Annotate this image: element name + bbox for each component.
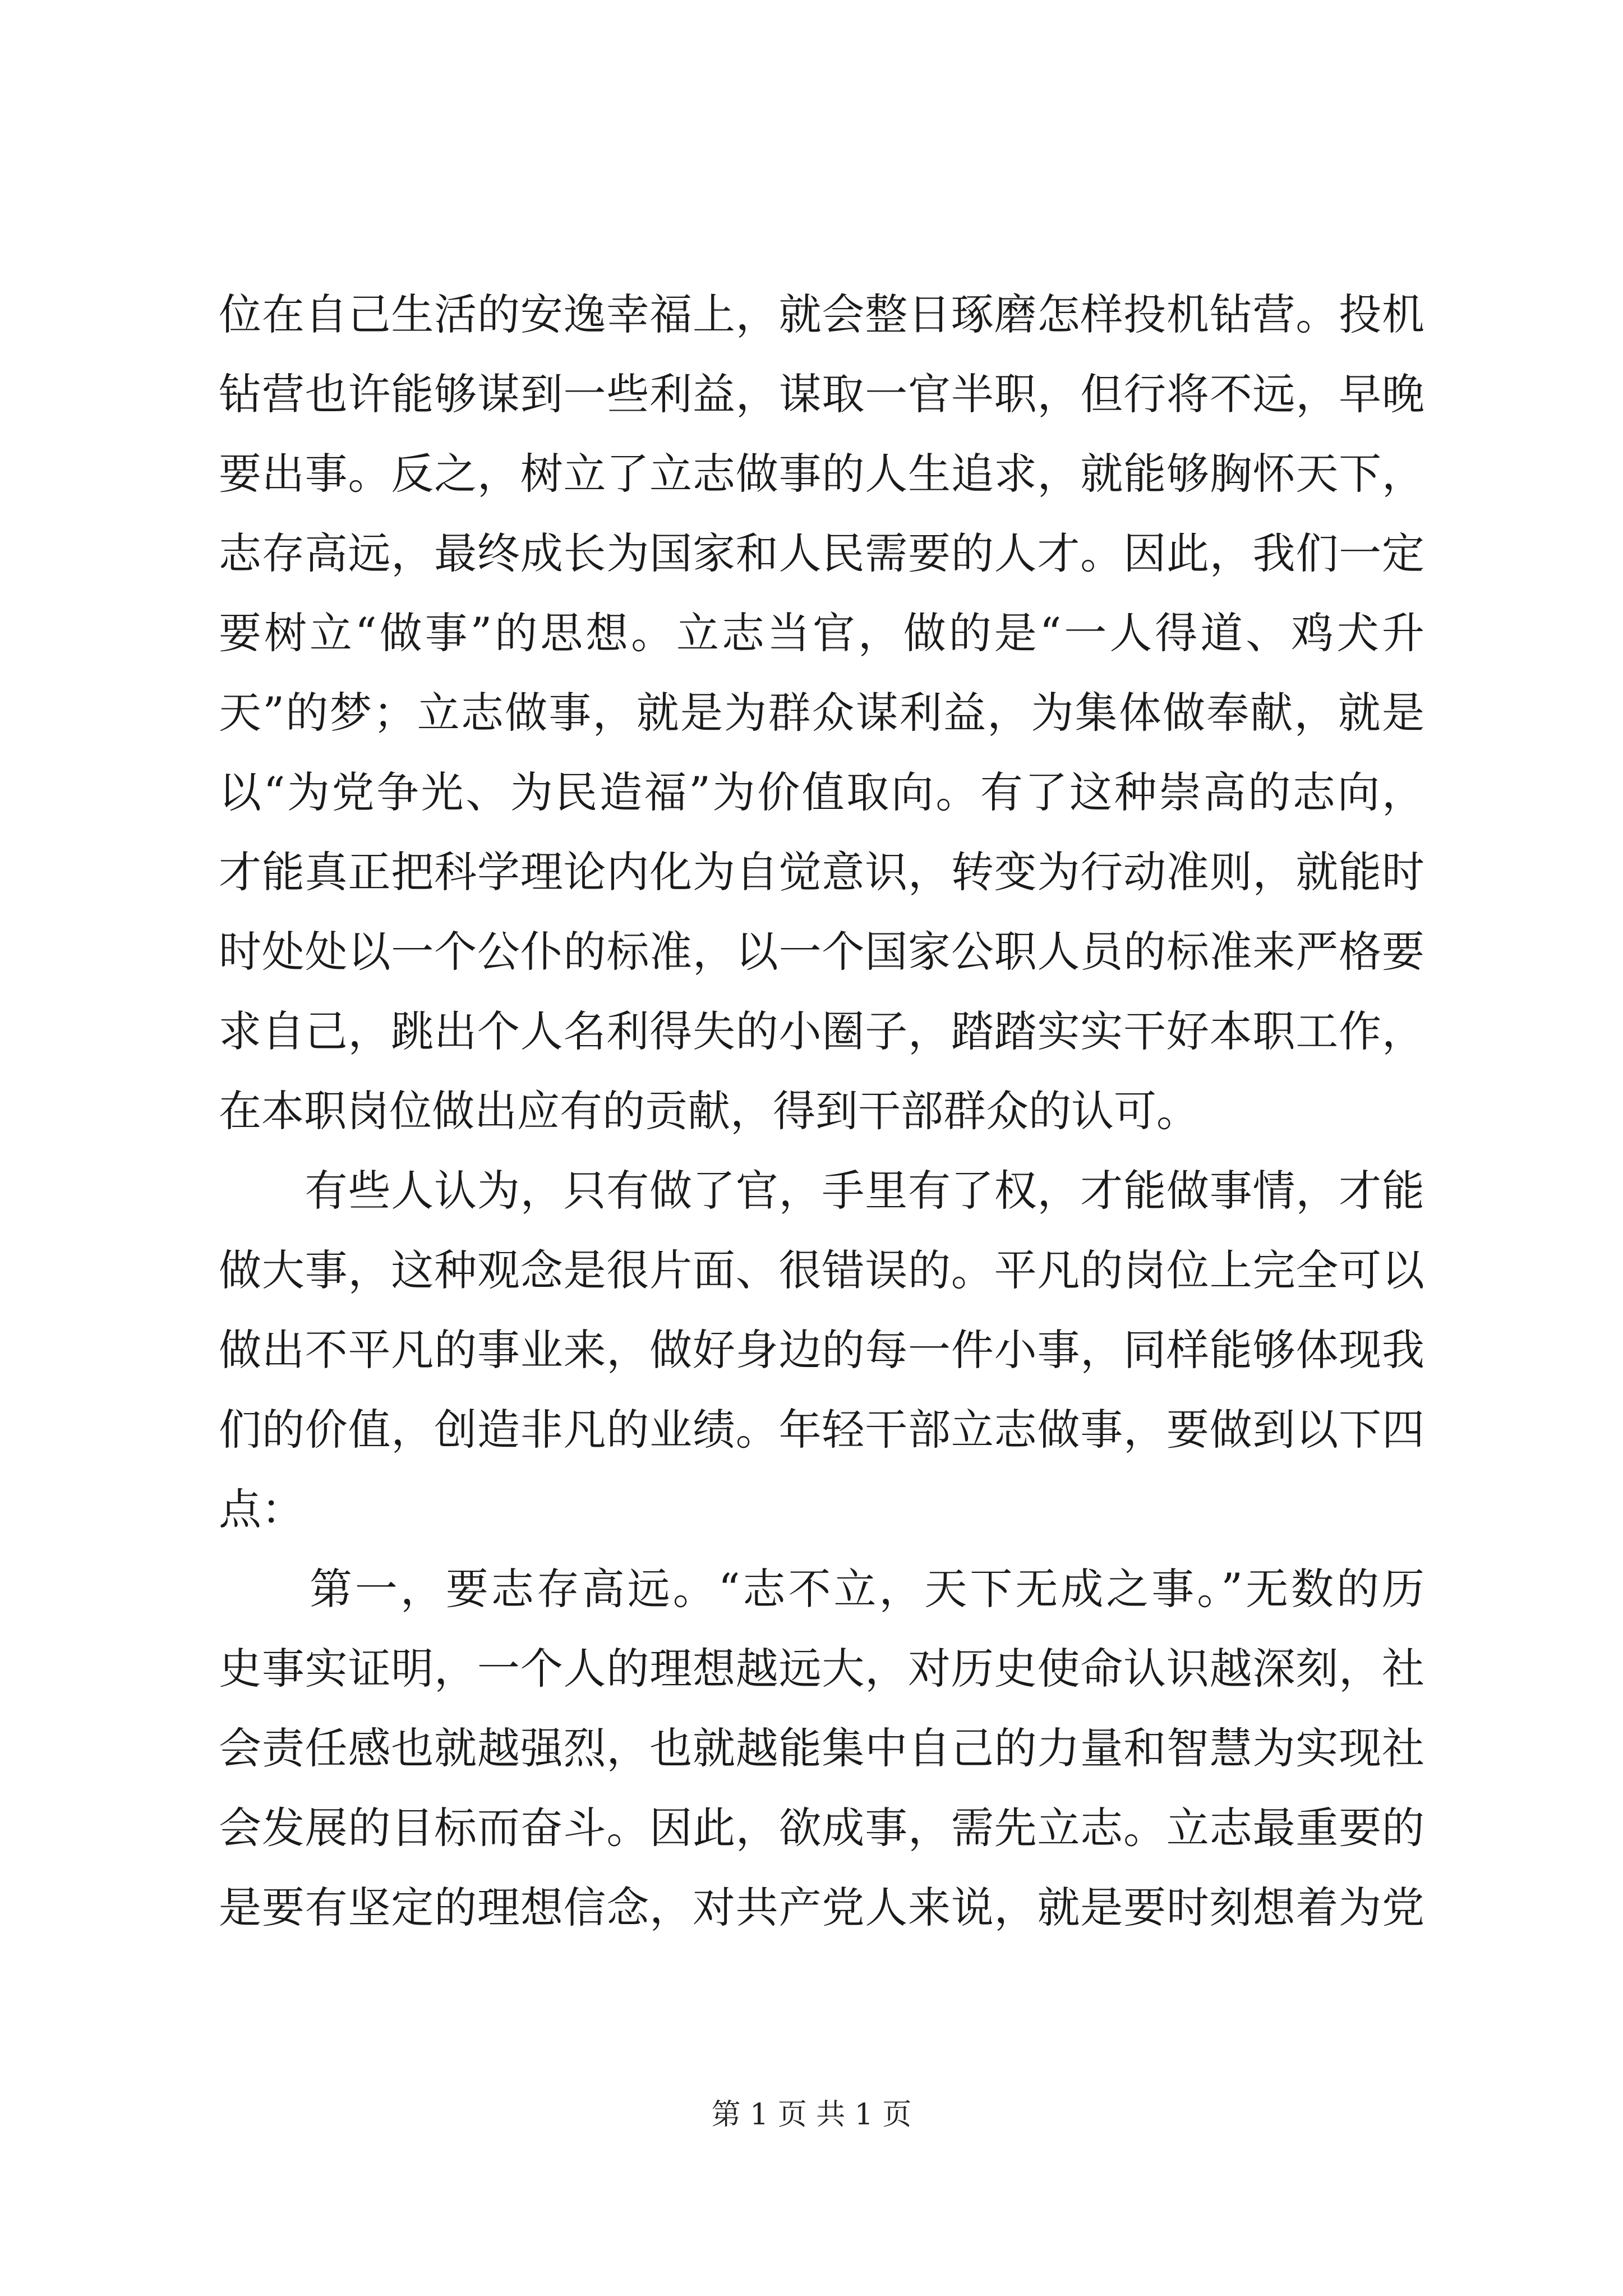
text-line: 有些人认为，只有做了官，手里有了权，才能做事情，才能 xyxy=(219,1166,1424,1216)
text-line: 钻营也许能够谋到一些利益，谋取一官半职，但行将不远，早晚 xyxy=(219,369,1424,419)
text-line: 以“为党争光、为民造福”为价值取向。有了这种崇高的志向， xyxy=(219,767,1424,817)
text-line: 时处处以一个公仆的标准，以一个国家公职人员的标准来严格要 xyxy=(219,927,1424,977)
text-line: 们的价值，创造非凡的业绩。年轻干部立志做事，要做到以下四 xyxy=(219,1405,1424,1455)
text-line: 做大事，这种观念是很片面、很错误的。平凡的岗位上完全可以 xyxy=(219,1245,1424,1295)
text-line: 第一，要志存高远。“志不立，天下无成之事。”无数的历 xyxy=(219,1564,1424,1614)
text-line: 做出不平凡的事业来，做好身边的每一件小事，同样能够体现我 xyxy=(219,1325,1424,1375)
page-number-label: 第 1 页 共 1 页 xyxy=(711,2098,912,2132)
text-line: 位在自己生活的安逸幸福上，就会整日琢磨怎样投机钻营。投机 xyxy=(219,289,1424,339)
page-footer xyxy=(0,2095,1623,2134)
text-line: 会责任感也就越强烈，也就越能集中自己的力量和智慧为实现社 xyxy=(219,1723,1424,1773)
text-line: 史事实证明，一个人的理想越远大，对历史使命认识越深刻，社 xyxy=(219,1644,1424,1694)
text-line: 是要有坚定的理想信念，对共产党人来说，就是要时刻想着为党 xyxy=(219,1883,1424,1932)
text-line: 在本职岗位做出应有的贡献，得到干部群众的认可。 xyxy=(219,1086,1199,1136)
text-line: 会发展的目标而奋斗。因此，欲成事，需先立志。立志最重要的 xyxy=(219,1803,1424,1853)
text-line: 才能真正把科学理论内化为自觉意识，转变为行动准则，就能时 xyxy=(219,847,1424,897)
text-line: 要树立“做事”的思想。立志当官，做的是“一人得道、鸡犬升 xyxy=(219,608,1424,658)
text-line: 天”的梦；立志做事，就是为群众谋利益，为集体做奉献，就是 xyxy=(219,688,1424,738)
text-line: 点： xyxy=(219,1484,304,1534)
document-body xyxy=(219,275,1424,1948)
text-line: 要出事。反之，树立了立志做事的人生追求，就能够胸怀天下， xyxy=(219,449,1424,499)
text-line: 志存高远，最终成长为国家和人民需要的人才。因此，我们一定 xyxy=(219,528,1424,578)
text-line: 求自己，跳出个人名利得失的小圈子，踏踏实实干好本职工作， xyxy=(219,1006,1424,1056)
